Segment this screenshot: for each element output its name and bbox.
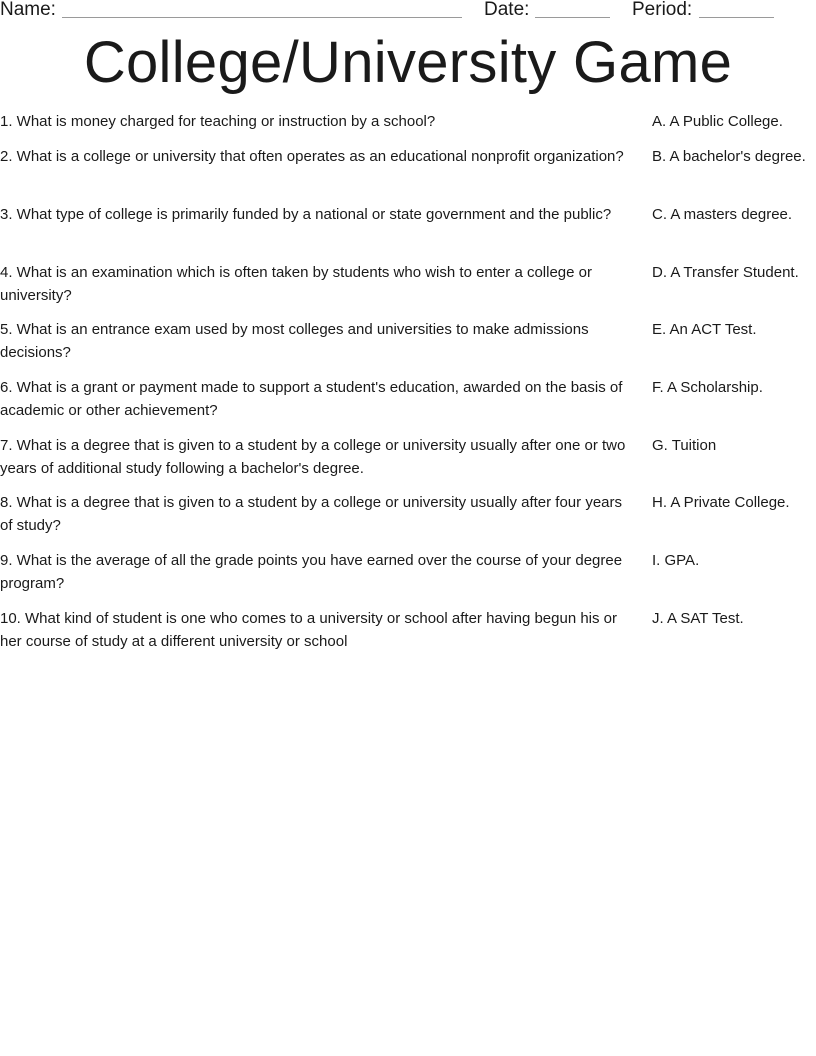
answer-item: J. A SAT Test.: [652, 610, 744, 627]
answer-item: E. An ACT Test.: [652, 321, 757, 338]
period-label: Period:: [632, 0, 693, 20]
question-item: 2. What is a college or university that often operates as an educational nonprofit organization?: [0, 148, 624, 165]
answer-item: H. A Private College.: [652, 494, 790, 511]
answer-item: I. GPA.: [652, 552, 700, 569]
answer-item: F. A Scholarship.: [652, 379, 763, 396]
question-item: 10. What kind of student is one who comes to a university or school after having begun his or her course of study at a different university or school: [0, 610, 618, 650]
question-item: 3. What type of college is primarily funded by a national or state government and the public?: [0, 206, 612, 223]
question-item: 6. What is a grant or payment made to support a student's education, awarded on the basis of academic or other achievement?: [0, 379, 623, 419]
period-blank-line: [699, 17, 774, 18]
answer-item: A. A Public College.: [652, 113, 783, 130]
question-item: 9. What is the average of all the grade points you have earned over the course of your degree program?: [0, 552, 623, 592]
answer-item: C. A masters degree.: [652, 206, 793, 223]
question-item: 1. What is money charged for teaching or instruction by a school?: [0, 113, 436, 130]
header-fields: [0, 0, 816, 22]
page-title: College/University Game: [83, 30, 733, 95]
name-blank-line: [62, 17, 462, 18]
answer-item: B. A bachelor's degree.: [652, 148, 806, 165]
question-item: 5. What is an entrance exam used by most colleges and universities to make admissions decisions?: [0, 321, 589, 361]
date-label: Date:: [484, 0, 530, 20]
name-label: Name:: [0, 0, 56, 20]
answer-item: D. A Transfer Student.: [652, 264, 799, 281]
question-item: 7. What is a degree that is given to a student by a college or university usually after one or two years of additional study following a bachelor's degree.: [0, 437, 626, 477]
question-item: 8. What is a degree that is given to a student by a college or university usually after four years of study?: [0, 494, 622, 534]
question-item: 4. What is an examination which is often taken by students who wish to enter a college or university?: [0, 264, 592, 304]
answer-item: G. Tuition: [652, 437, 717, 454]
date-blank-line: [535, 17, 610, 18]
